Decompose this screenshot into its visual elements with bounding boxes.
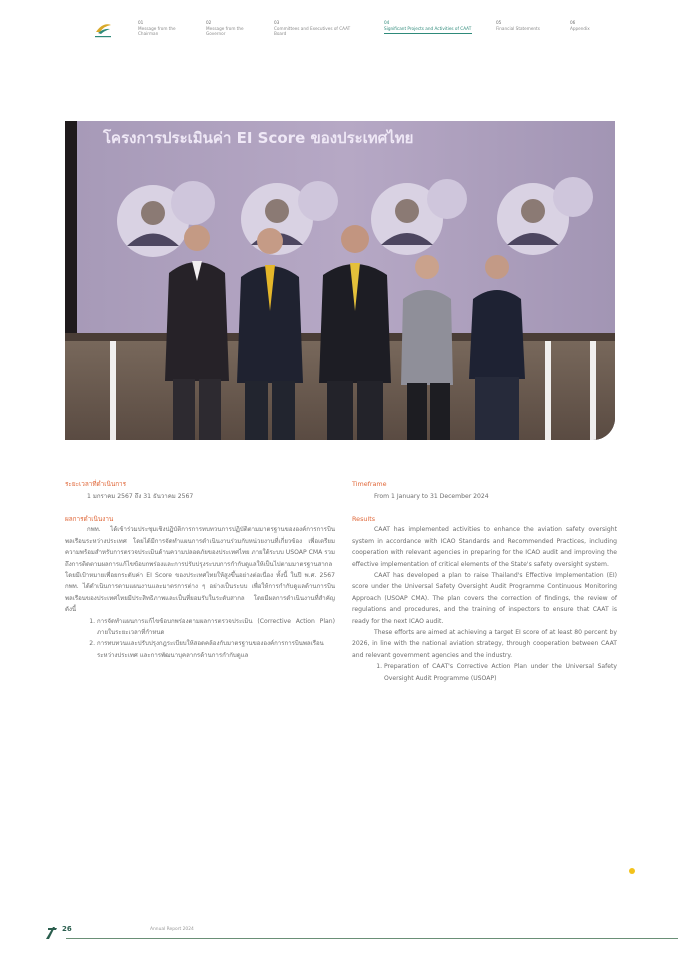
nav-item-committees[interactable]: 03 Committees and Executives of CAAT Board [274,20,351,37]
footer-rule [66,938,678,939]
results-paragraph-2: CAAT has developed a plan to raise Thailand's Effective Implementation (EI) score under the Universal Safety Oversight Audit Programme Continuous Monitoring Approach (USOAP CMA). The plan covers the correction of findings, the review of regulations and procedures, and the training of inspectors to ensure that CAAT is ready for the next ICAO audit. [352,572,617,625]
timeframe-title-th: ระยะเวลาที่ดำเนินการ [65,480,127,488]
nav-item-governor[interactable]: 02 Message from the Governor [206,20,244,37]
results-list [352,661,617,684]
active-indicator [384,33,472,34]
footer-mark-icon [44,923,62,941]
report-title: Annual Report 2024 [150,927,194,932]
results-paragraph-3: These efforts are aimed at achieving a target EI score of at least 80 percent by 2026, in line with the national aviation strategy, through cooperation between CAAT and relevant government agencies and the industry. [352,629,617,659]
section-spacer [352,502,617,515]
banner-title: โครงการประเมินค่า EI Score ของประเทศไทย [103,129,414,147]
timeframe-value: From 1 January to 31 December 2024 [374,493,489,500]
right-column [352,480,617,684]
list-item: 1. การจัดทำแผนการแก้ไขข้อบกพร่องตามผลการตรวจประเมิน (Corrective Action Plan) ภายในระยะเวลาที่กำหนด [97,616,335,639]
nav-item-financial[interactable]: 05 Financial Statements [496,20,540,31]
page-number: 26 [62,925,72,933]
nav-item-chairman[interactable]: 01 Message from the Chairman [138,20,176,37]
top-navigation [0,0,680,60]
left-column [65,480,335,661]
list-item: 1. Preparation of CAAT's Corrective Action Plan under the Universal Safety Oversight Audit Programme (USOAP) [384,661,617,684]
section-spacer [65,502,335,515]
results-list-th [65,616,335,662]
results-title: Results [352,515,376,524]
nav-item-projects[interactable]: 04 Significant Projects and Activities of CAAT [384,20,472,31]
page-marker-dot [629,868,635,874]
timeframe-value-th: 1 มกราคม 2567 ถึง 31 ธันวาคม 2567 [87,493,194,500]
results-paragraph-th: กพท. ได้เข้าร่วมประชุมเชิงปฏิบัติการการทบทวนการปฏิบัติตามมาตรฐานขององค์การการบินพลเรือนระหว่างประเทศ โดยได้มีการจัดทำแผนการดำเนินงานร่วมกับหน่วยงานที่เกี่ยวข้อง เพื่อเตรียมความพร้อมสำหรับการตรวจประเมินด้านความปลอดภัยของประเทศไทย ภายใต้ระบบ USOAP CMA รวมถึงการติดตามผลการแก้ไขข้อบกพร่องและการปรับปรุงระบบการกำกับดูแลให้เป็นไปตามมาตรฐานสากล โดยมีเป้าหมายเพื่อยกระดับค่า EI Score ของประเทศไทยให้สูงขึ้นอย่างต่อเนื่อง ทั้งนี้ ในปี พ.ศ. 2567 กพท. ได้ดำเนินการตามแผนงานและมาตรการต่าง ๆ อย่างเป็นระบบ เพื่อให้การกำกับดูแลด้านการบินพลเรือนของประเทศไทยมีประสิทธิภาพและเป็นที่ยอมรับในระดับสากล โดยมีผลการดำเนินงานที่สำคัญ ดังนี้ [65,526,335,614]
page-footer [44,923,680,943]
results-paragraph-1: CAAT has implemented activities to enhance the aviation safety oversight system in accordance with ICAO Standards and Recommended Practices, including cooperation with relevant agencies in preparing for the ICAO audit and improving the effective implementation of critical elements of the State's safety oversight system. [352,526,617,568]
results-title-th: ผลการดำเนินงาน [65,515,114,524]
event-photo-illustration [65,121,615,440]
list-item: 2. การทบทวนและปรับปรุงกฎระเบียบให้สอดคล้องกับมาตรฐานขององค์การการบินพลเรือนระหว่างประเทศ และการพัฒนาบุคลากรด้านการกำกับดูแล [97,638,335,661]
event-photo [65,121,615,440]
timeframe-title: Timeframe [352,480,387,488]
nav-item-appendix[interactable]: 06 Appendix [570,20,590,31]
caat-logo-icon [92,20,114,40]
